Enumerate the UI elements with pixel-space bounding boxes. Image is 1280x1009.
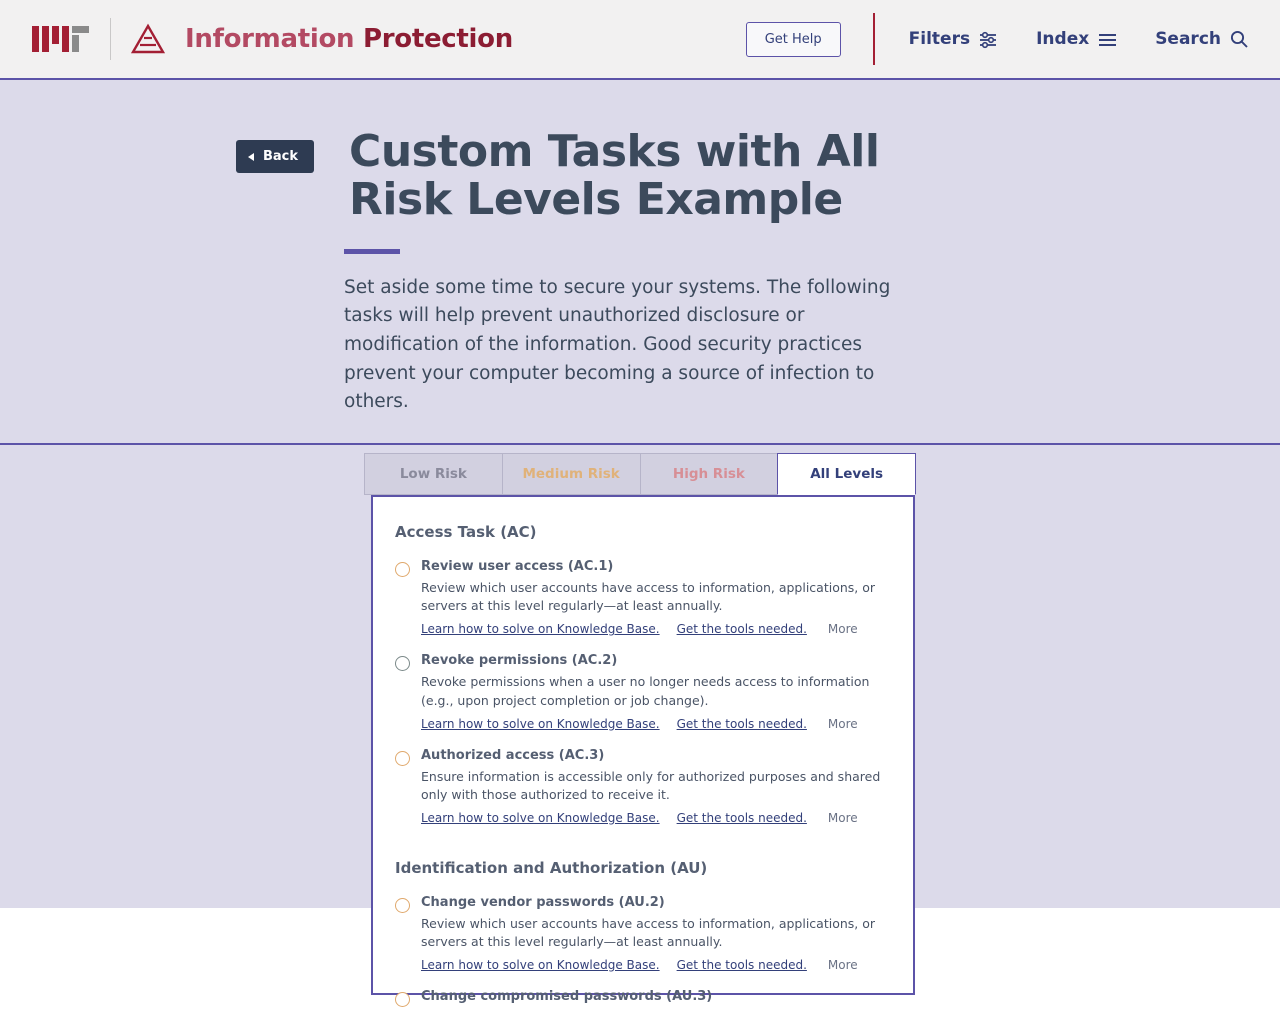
- back-caret-icon: [248, 153, 254, 161]
- triangle-icon: [131, 23, 165, 55]
- task-title: Change vendor passwords (AU.2): [421, 894, 665, 910]
- header-separator: [873, 13, 875, 65]
- task-title: Review user access (AC.1): [421, 559, 614, 575]
- tab-all-levels[interactable]: All Levels: [777, 453, 916, 495]
- task-item: [395, 989, 887, 1009]
- task-description: Review which user accounts have access to information, applications, or servers at this level regularly—at least annually.: [421, 915, 876, 950]
- tools-link[interactable]: Get the tools needed.: [676, 716, 807, 731]
- intro-paragraph: Set aside some time to secure your systems. The following tasks will help prevent unauthorized disclosure or modification of the information. Good security practices prevent your computer becoming a source of infection to others.: [344, 276, 891, 413]
- page-title: Custom Tasks with All Risk Levels Example: [349, 126, 880, 226]
- knowledge-base-link[interactable]: Learn how to solve on Knowledge Base.: [421, 958, 660, 973]
- mit-logo: [32, 22, 90, 56]
- task-status-circle-icon[interactable]: [395, 751, 410, 766]
- nav-item-search[interactable]: [1155, 29, 1248, 49]
- brand-title-second: Protection: [363, 24, 513, 54]
- nav-item-filters[interactable]: [909, 29, 998, 49]
- more-link[interactable]: More: [827, 810, 858, 825]
- task-item: [395, 653, 887, 730]
- site-header: [0, 0, 1280, 80]
- task-links: [421, 811, 887, 825]
- title-row: [0, 128, 1280, 225]
- brand-divider: [110, 18, 111, 60]
- task-status-circle-icon[interactable]: [395, 562, 410, 577]
- page-body: [0, 80, 1280, 1005]
- task-description: Revoke permissions when a user no longer needs access to information (e.g., upon project completion or job change).: [421, 674, 870, 708]
- task-links: [421, 622, 887, 636]
- task-links: [421, 958, 887, 972]
- header-actions: [746, 13, 1248, 65]
- filters-icon: [979, 32, 998, 47]
- more-link[interactable]: More: [827, 716, 858, 731]
- task-body: [421, 989, 887, 1009]
- brand-title-first: Information: [185, 24, 355, 54]
- task-links: [421, 717, 887, 731]
- back-button-label: Back: [263, 149, 299, 164]
- nav-filters-label: Filters: [908, 29, 971, 49]
- more-link[interactable]: More: [827, 622, 858, 637]
- knowledge-base-link[interactable]: Learn how to solve on Knowledge Base.: [421, 622, 660, 637]
- task-title: Authorized access (AC.3): [421, 747, 605, 763]
- more-link[interactable]: More: [827, 958, 858, 973]
- tab-high-risk[interactable]: High Risk: [640, 453, 778, 495]
- page-content: [0, 80, 1280, 1005]
- task-body: [421, 653, 887, 730]
- task-title: Revoke permissions (AC.2): [421, 653, 618, 669]
- tab-low-risk[interactable]: Low Risk: [364, 453, 502, 495]
- task-item: [395, 748, 887, 825]
- task-description: Ensure information is accessible only for authorized purposes and shared only with those authorized to receive it.: [421, 768, 881, 802]
- knowledge-base-link[interactable]: Learn how to solve on Knowledge Base.: [421, 716, 660, 731]
- group-title-identification-authorization: Identification and Authorization (AU): [395, 858, 708, 877]
- tools-link[interactable]: Get the tools needed.: [676, 622, 807, 637]
- brand[interactable]: [32, 18, 513, 60]
- knowledge-base-link[interactable]: Learn how to solve on Knowledge Base.: [421, 810, 660, 825]
- back-button[interactable]: [236, 140, 314, 173]
- search-icon: [1230, 30, 1248, 48]
- task-item: [395, 895, 887, 972]
- nav-search-label: Search: [1155, 29, 1221, 49]
- task-status-circle-icon[interactable]: [395, 992, 410, 1007]
- brand-title: [185, 24, 513, 54]
- tab-medium-risk[interactable]: Medium Risk: [502, 453, 640, 495]
- task-title: Change compromised passwords (AU.3): [421, 989, 713, 1005]
- task-status-circle-icon[interactable]: [395, 898, 410, 913]
- get-help-button[interactable]: Get Help: [746, 22, 841, 57]
- group-title-access-task: Access Task (AC): [395, 523, 537, 542]
- task-status-circle-icon[interactable]: [395, 656, 410, 671]
- task-panel: [371, 495, 915, 1005]
- nav-index-label: Index: [1036, 29, 1090, 49]
- task-body: [421, 748, 887, 825]
- task-description: Review which user accounts have access to information, applications, or servers at this level regularly—at least annually.: [421, 580, 876, 614]
- task-body: [421, 559, 887, 636]
- tools-link[interactable]: Get the tools needed.: [676, 810, 807, 825]
- nav-item-index[interactable]: [1036, 29, 1117, 49]
- task-item: [395, 559, 887, 636]
- risk-level-tabs: [364, 453, 916, 495]
- title-underline: [344, 249, 400, 254]
- tools-link[interactable]: Get the tools needed.: [676, 958, 807, 973]
- hamburger-icon: [1098, 32, 1117, 47]
- task-body: [421, 895, 887, 972]
